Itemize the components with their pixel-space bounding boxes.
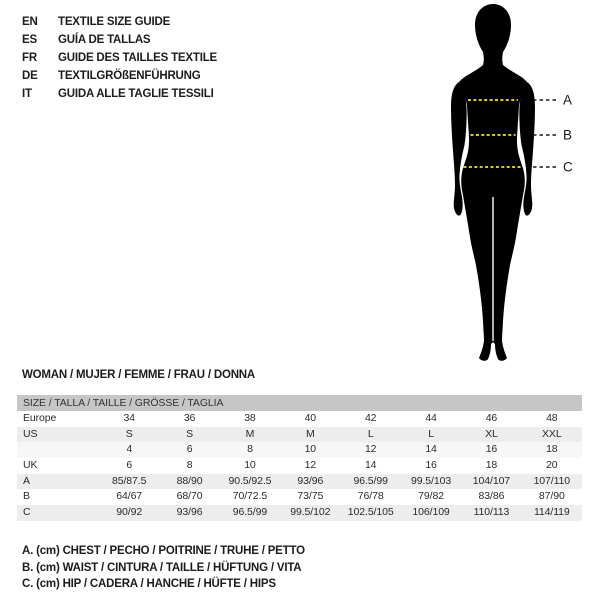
measure-label-b: B xyxy=(563,127,573,143)
size-cell: 8 xyxy=(186,459,193,472)
language-code: ES xyxy=(22,33,37,46)
size-cell: 8 xyxy=(247,443,253,456)
table-row xyxy=(17,489,582,505)
table-row xyxy=(17,427,582,443)
size-cell: 99.5/102 xyxy=(290,506,331,519)
size-cell: 16 xyxy=(425,459,437,472)
table-row xyxy=(17,411,582,427)
size-cell: 42 xyxy=(364,412,377,424)
section-title: WOMAN / MUJER / FEMME / FRAU / DONNA xyxy=(22,369,256,381)
woman-silhouette-svg xyxy=(445,3,585,363)
measure-label-c: C xyxy=(563,159,573,175)
language-title: GUIDE DES TAILLES TEXTILE xyxy=(58,51,217,64)
size-cell: 14 xyxy=(425,443,437,456)
size-cell: 6 xyxy=(126,459,133,472)
size-cell: 93/96 xyxy=(176,506,203,519)
row-label: UK xyxy=(23,459,38,472)
size-cell: 99.5/103 xyxy=(411,474,452,487)
language-code: FR xyxy=(22,51,37,64)
size-cell: 114/119 xyxy=(533,506,570,519)
size-cell: 96.5/99 xyxy=(232,506,268,519)
size-table xyxy=(17,395,582,521)
table-row xyxy=(17,442,582,458)
size-cell: 20 xyxy=(546,459,558,472)
language-row xyxy=(22,14,217,32)
row-label: A xyxy=(23,474,30,487)
row-label: Europe xyxy=(23,412,57,424)
table-row xyxy=(17,474,582,490)
size-cell: 36 xyxy=(183,412,196,424)
size-cell: 40 xyxy=(304,412,317,424)
size-cell: M xyxy=(305,427,315,440)
size-cell: XL xyxy=(485,427,498,440)
size-cell: 93/96 xyxy=(297,474,324,487)
size-cell: 46 xyxy=(485,412,498,424)
woman-silhouette-figure xyxy=(445,3,585,363)
size-cell: 90/92 xyxy=(116,506,143,519)
language-row xyxy=(22,50,217,68)
size-cell: S xyxy=(186,427,194,440)
size-cell: 110/113 xyxy=(473,506,510,519)
size-table-header: SIZE / TALLA / TAILLE / GRÖSSE / TAGLIA xyxy=(17,395,582,411)
size-cell: 18 xyxy=(485,459,498,472)
language-row xyxy=(22,86,217,104)
size-cell: XXL xyxy=(542,427,562,440)
size-cell: 102.5/105 xyxy=(347,506,394,519)
size-cell: 83/86 xyxy=(478,490,505,503)
size-cell: 106/109 xyxy=(412,506,450,519)
language-row xyxy=(22,68,217,86)
row-label xyxy=(17,442,99,458)
size-cell: 88/90 xyxy=(176,474,203,487)
legend-item: C. (cm) HIP / CADERA / HANCHE / HÜFTE / HIPS xyxy=(22,578,276,590)
size-cell: 79/82 xyxy=(418,490,444,503)
legend-item: A. (cm) CHEST / PECHO / POITRINE / TRUHE / PETTO xyxy=(22,545,305,557)
size-cell: 76/78 xyxy=(357,490,384,503)
row-label: B xyxy=(23,490,30,503)
size-cell: 14 xyxy=(364,459,377,472)
table-row xyxy=(17,505,582,521)
language-title: TEXTILGRÖßENFÜHRUNG xyxy=(58,69,201,82)
size-cell: 70/72.5 xyxy=(232,490,268,503)
size-cell: 73/75 xyxy=(297,490,324,503)
size-cell: M xyxy=(245,427,255,440)
size-cell: 38 xyxy=(244,412,256,424)
size-cell: 87/90 xyxy=(538,490,565,503)
size-cell: S xyxy=(125,427,133,440)
size-cell: L xyxy=(367,427,374,440)
size-cell: 64/67 xyxy=(116,490,143,503)
size-cell: 12 xyxy=(364,443,377,456)
size-cell: 4 xyxy=(126,443,133,456)
language-code: IT xyxy=(22,87,32,100)
row-label: C xyxy=(23,506,31,519)
size-cell: 104/107 xyxy=(472,474,511,487)
size-cell: 34 xyxy=(123,412,135,424)
language-title: GUIDA ALLE TAGLIE TESSILI xyxy=(58,87,214,100)
size-cell: 44 xyxy=(425,412,437,424)
language-title: TEXTILE SIZE GUIDE xyxy=(58,16,171,28)
language-title: GUÍA DE TALLAS xyxy=(58,33,151,46)
language-code: DE xyxy=(22,69,38,82)
table-row xyxy=(17,458,582,474)
measurement-legend xyxy=(22,543,305,593)
language-row xyxy=(22,32,217,50)
size-cell: 48 xyxy=(546,412,558,424)
legend-item: B. (cm) WAIST / CINTURA / TAILLE / HÜFTUNG / VITA xyxy=(22,561,302,574)
size-cell: 10 xyxy=(244,459,256,472)
measure-label-a: A xyxy=(563,92,573,108)
size-cell: 16 xyxy=(485,443,498,456)
size-cell: 85/87.5 xyxy=(112,474,147,487)
row-label: US xyxy=(23,427,38,440)
size-cell: 90.5/92.5 xyxy=(228,474,272,487)
language-title-list xyxy=(22,14,217,103)
size-cell: 96.5/99 xyxy=(353,474,388,487)
size-cell: 107/110 xyxy=(533,474,571,487)
language-code: EN xyxy=(22,16,38,28)
size-cell: 68/70 xyxy=(176,490,203,503)
size-cell: 6 xyxy=(186,443,193,456)
size-cell: 18 xyxy=(546,443,558,456)
size-cell: L xyxy=(428,427,434,440)
size-cell: 10 xyxy=(304,443,317,456)
size-cell: 12 xyxy=(304,459,317,472)
size-table-body xyxy=(17,411,582,521)
